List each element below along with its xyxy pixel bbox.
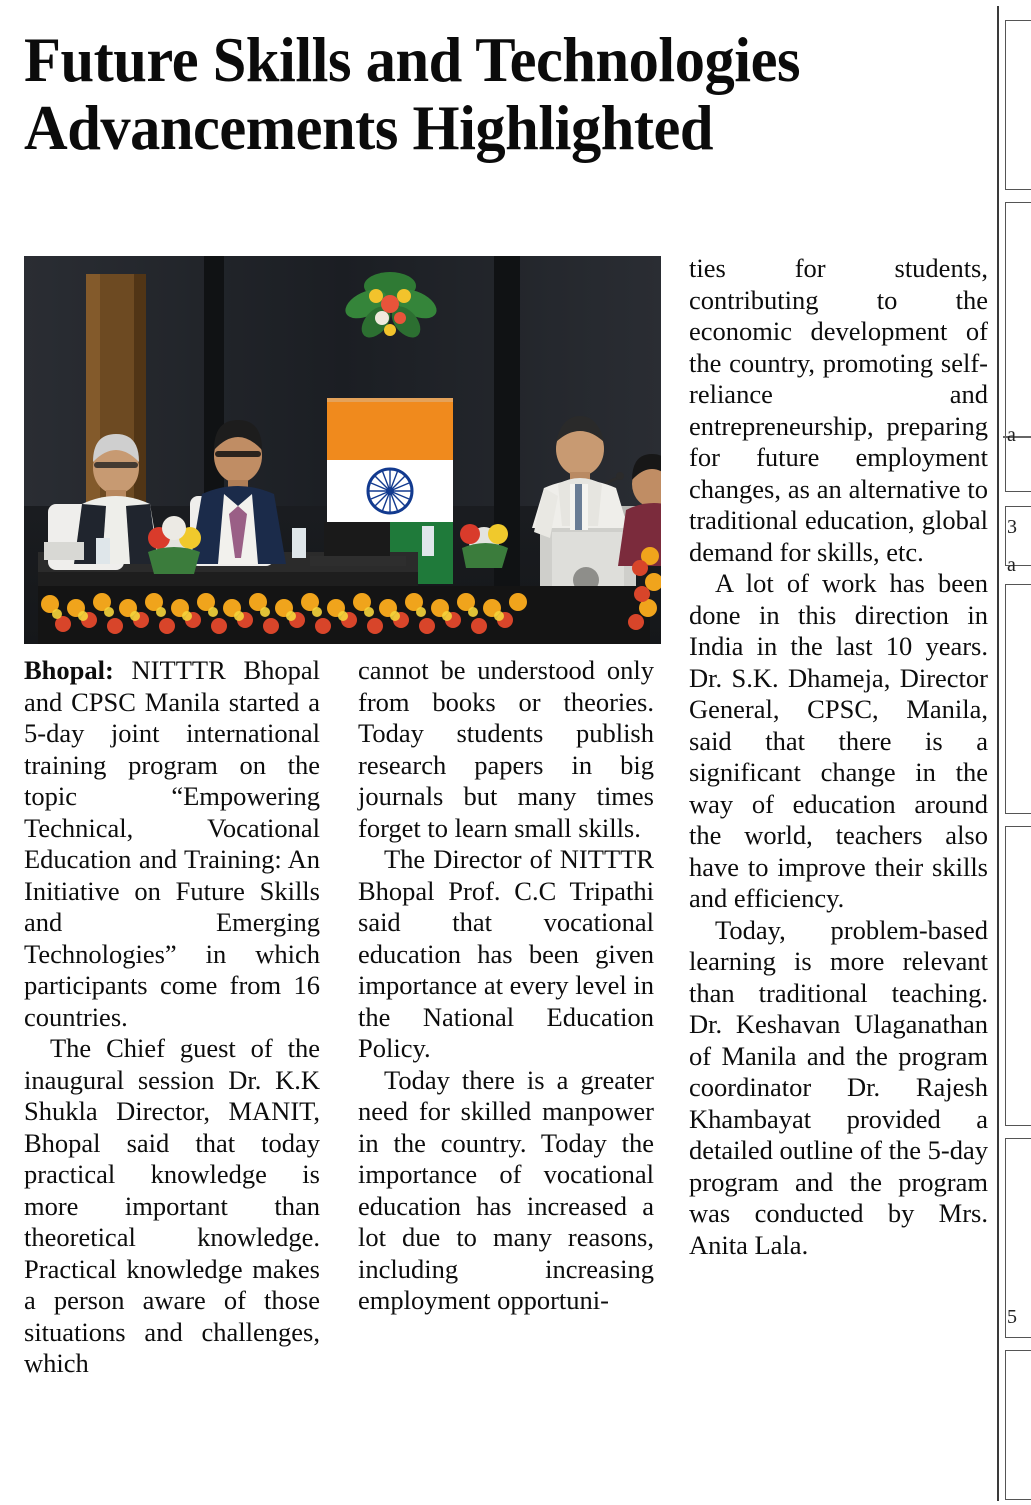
body-column-1 [24,655,320,1380]
paragraph: cannot be understood only from books or theories. Today students publish research papers in big journals but many times forget to learn small skills. [358,655,654,843]
edge-box [1005,1350,1031,1500]
paragraph: A lot of work has been done in this direction in India in the last 10 years. Dr. S.K. Dhameja, Director General, CPSC, Manila, said that there is a significant change in the way of education around the world, teachers also have to improve their skills and efficiency. [689,568,988,913]
edge-box [1005,826,1031,1126]
photo-illustration [24,256,661,644]
page-title [24,26,964,162]
headline-line-1: Future Skills and Technologies [24,25,801,95]
paragraph-text: NITTTR Bhopal and CPSC Manila started a 5-day joint international training program on the topic “Empowering Technical, Vocational Education and Training: An Initiative on Future Skills and Emerging Technologies” in which participants come from 16 countries. [24,655,320,1032]
paragraph: The Chief guest of the inaugural session Dr. K.K Shukla Director, MANIT, Bhopal said that today practical knowledge is more important than theoretical knowledge. Practical knowledge makes a person aware of those situations and challenges, which [24,1033,320,1378]
paragraph: Today there is a greater need for skilled manpower in the country. Today the importance of vocational education has increased a lot due to many reasons, including increasing employment opportuni- [358,1064,654,1315]
edge-text: 3 [1007,516,1017,538]
paragraph: The Director of NITTTR Bhopal Prof. C.C Tripathi said that vocational education has been given importance at every level in the National Education Policy. [358,844,654,1063]
body-column-2 [358,655,654,1317]
paragraph: ties for students, contributing to the economic development of the country, promoting self-reliance and entrepreneurship, preparing for future employment changes, as an alternative to traditional education, global demand for skills, etc. [689,253,988,567]
inaugural-session-photo [24,256,661,644]
edge-text: 5 [1007,1306,1017,1328]
adjacent-article-edge [997,6,1031,1501]
paragraph: Today, problem-based learning is more relevant than traditional teaching. Dr. Keshavan Ulaganathan of Manila and the program coordinator Dr. Rajesh Khambayat provided a detailed outline of the 5-day program and the program was conducted by Mrs. Anita Lala. [689,914,988,1260]
edge-text: a [1007,554,1016,576]
edge-box [1005,202,1031,492]
edge-text: a [1007,424,1016,446]
headline-line-2: Advancements Highlighted [24,93,714,163]
edge-box [1005,20,1031,190]
paragraph [24,655,320,1033]
edge-box [1005,584,1031,814]
body-column-3 [689,253,988,1261]
dateline: Bhopal: [24,655,114,685]
